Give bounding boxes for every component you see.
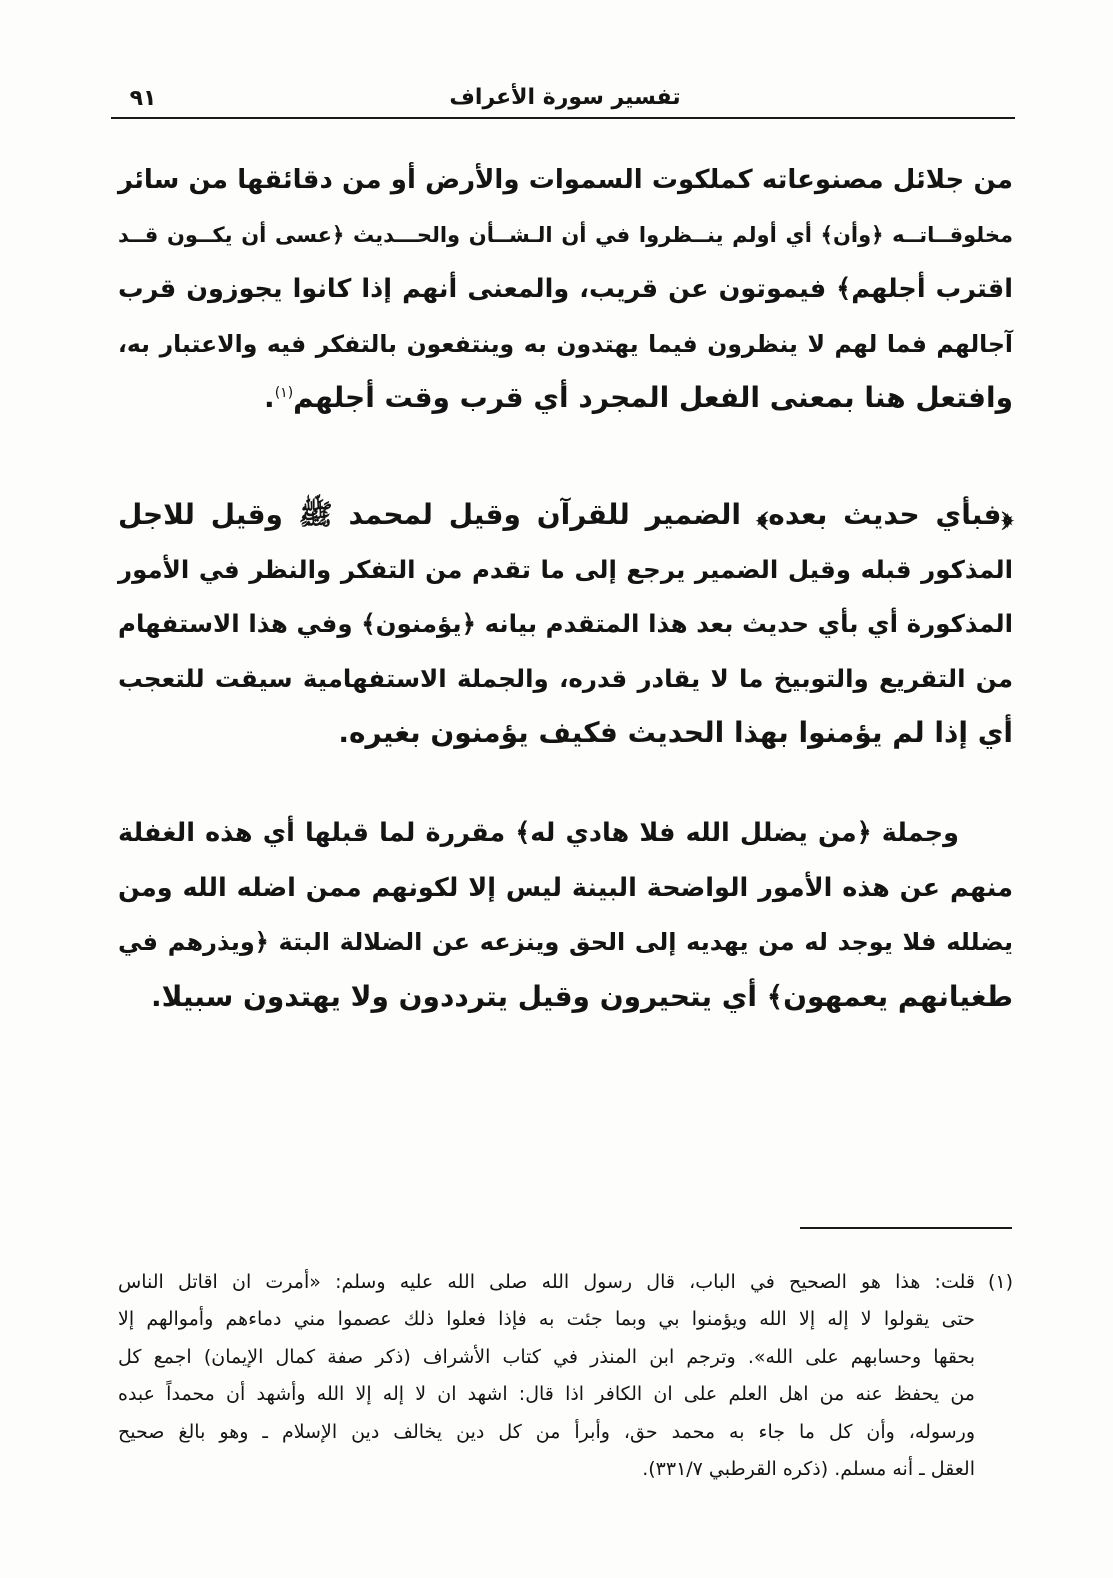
footnote-text: [118, 1264, 975, 1488]
running-header-title: تفسير سورة الأعراف: [449, 85, 681, 110]
line-text: وافتعل هنا بمعنى الفعل المجرد أي قرب وقت أجلهم: [293, 381, 1013, 414]
footnote: [118, 1264, 1013, 1488]
text-line: مخلوقــاتــه ﴿وأن﴾ أي أولم ينــظروا في أن الـشــأن والحـــديث ﴿عسى أن يكــون قــد: [118, 222, 1013, 247]
paragraph-2: [118, 488, 1013, 761]
footnote-line: العقل ـ أنه مسلم. (ذكره القرطبي ٣٣١/٧).: [642, 1458, 975, 1481]
header-rule: [111, 117, 1015, 119]
page-number: ٩١: [129, 86, 157, 111]
text-line: من جلائل مصنوعاته كملكوت السموات والأرض أو من دقائقها من سائر: [118, 165, 1013, 195]
footnote-separator-rule: [800, 1227, 1012, 1229]
text-line: المذكور قبله وقيل الضمير يرجع إلى ما تقدم من التفكر والنظر في الأمور: [118, 554, 1013, 584]
footnote-reference: (١): [274, 385, 294, 402]
line-end-punctuation: .: [264, 381, 275, 414]
paragraph-3: [118, 806, 1013, 1024]
text-line: طغيانهم يعمهون﴾ أي يتحيرون وقيل يترددون ولا يهتدون سبيلا.: [150, 979, 1013, 1013]
text-line: أي إذا لم يؤمنوا بهذا الحديث فكيف يؤمنون بغيره.: [338, 716, 1013, 749]
text-line: منهم عن هذه الأمور الواضحة البينة ليس إلا لكونهم ممن اضله الله ومن: [118, 872, 1013, 903]
footnote-marker: (١): [987, 1271, 1013, 1293]
text-line: من التقريع والتوبيخ ما لا يقادر قدره، والجملة الاستفهامية سيقت للتعجب: [118, 663, 1013, 693]
text-line: اقترب أجلهم﴾ فيموتون عن قريب، والمعنى أنهم إذا كانوا يجوزون قرب: [118, 274, 1013, 304]
text-line: وجملة ﴿من يضلل الله فلا هادي له﴾ مقررة لما قبلها أي هذه الغفلة: [118, 818, 959, 848]
footnote-line: ورسوله، وأن كل ما جاء به محمد حق، وأبرأ من كل دين يخالف دين الإسلام ـ وهو بالغ صحيح: [118, 1420, 975, 1443]
text-line: [118, 371, 1013, 426]
paragraph-1: [118, 153, 1013, 426]
text-line: آجالهم فما لهم لا ينظرون فيما يهتدون به وينتفعون بالتفكر فيه والاعتبار به،: [118, 329, 1013, 358]
footnote-line: من يحفظ عنه من اهل العلم على ان الكافر اذا قال: اشهد ان لا إله إلا الله وأشهد أن محمداً عبده: [118, 1383, 975, 1406]
footnote-line: حتى يقولوا لا إله إلا الله ويؤمنوا بي وبما جئت به فإذا فعلوا ذلك عصموا مني دماءهم وأموالهم إلا: [118, 1308, 975, 1331]
text-line: يضلله فلا يوجد له من يهديه إلى الحق وينزعه عن الضلالة البتة ﴿ويذرهم في: [118, 928, 1013, 956]
footnote-line: قلت: هذا هو الصحيح في الباب، قال رسول الله صلى الله عليه وسلم: «أمرت ان اقاتل الناس: [118, 1271, 975, 1293]
footnote-line: بحقها وحسابهم على الله». وترجم ابن المنذر في كتاب الأشراف (ذكر صفة كمال الإيمان) اجمع كل: [118, 1345, 975, 1368]
text-line: ﴿فبأي حديث بعده﴾ الضمير للقرآن وقيل لمحمد ﷺ وقيل للاجل: [118, 498, 1013, 531]
text-line: المذكورة أي بأي حديث بعد هذا المتقدم بيانه ﴿يؤمنون﴾ وفي هذا الاستفهام: [118, 609, 1013, 638]
